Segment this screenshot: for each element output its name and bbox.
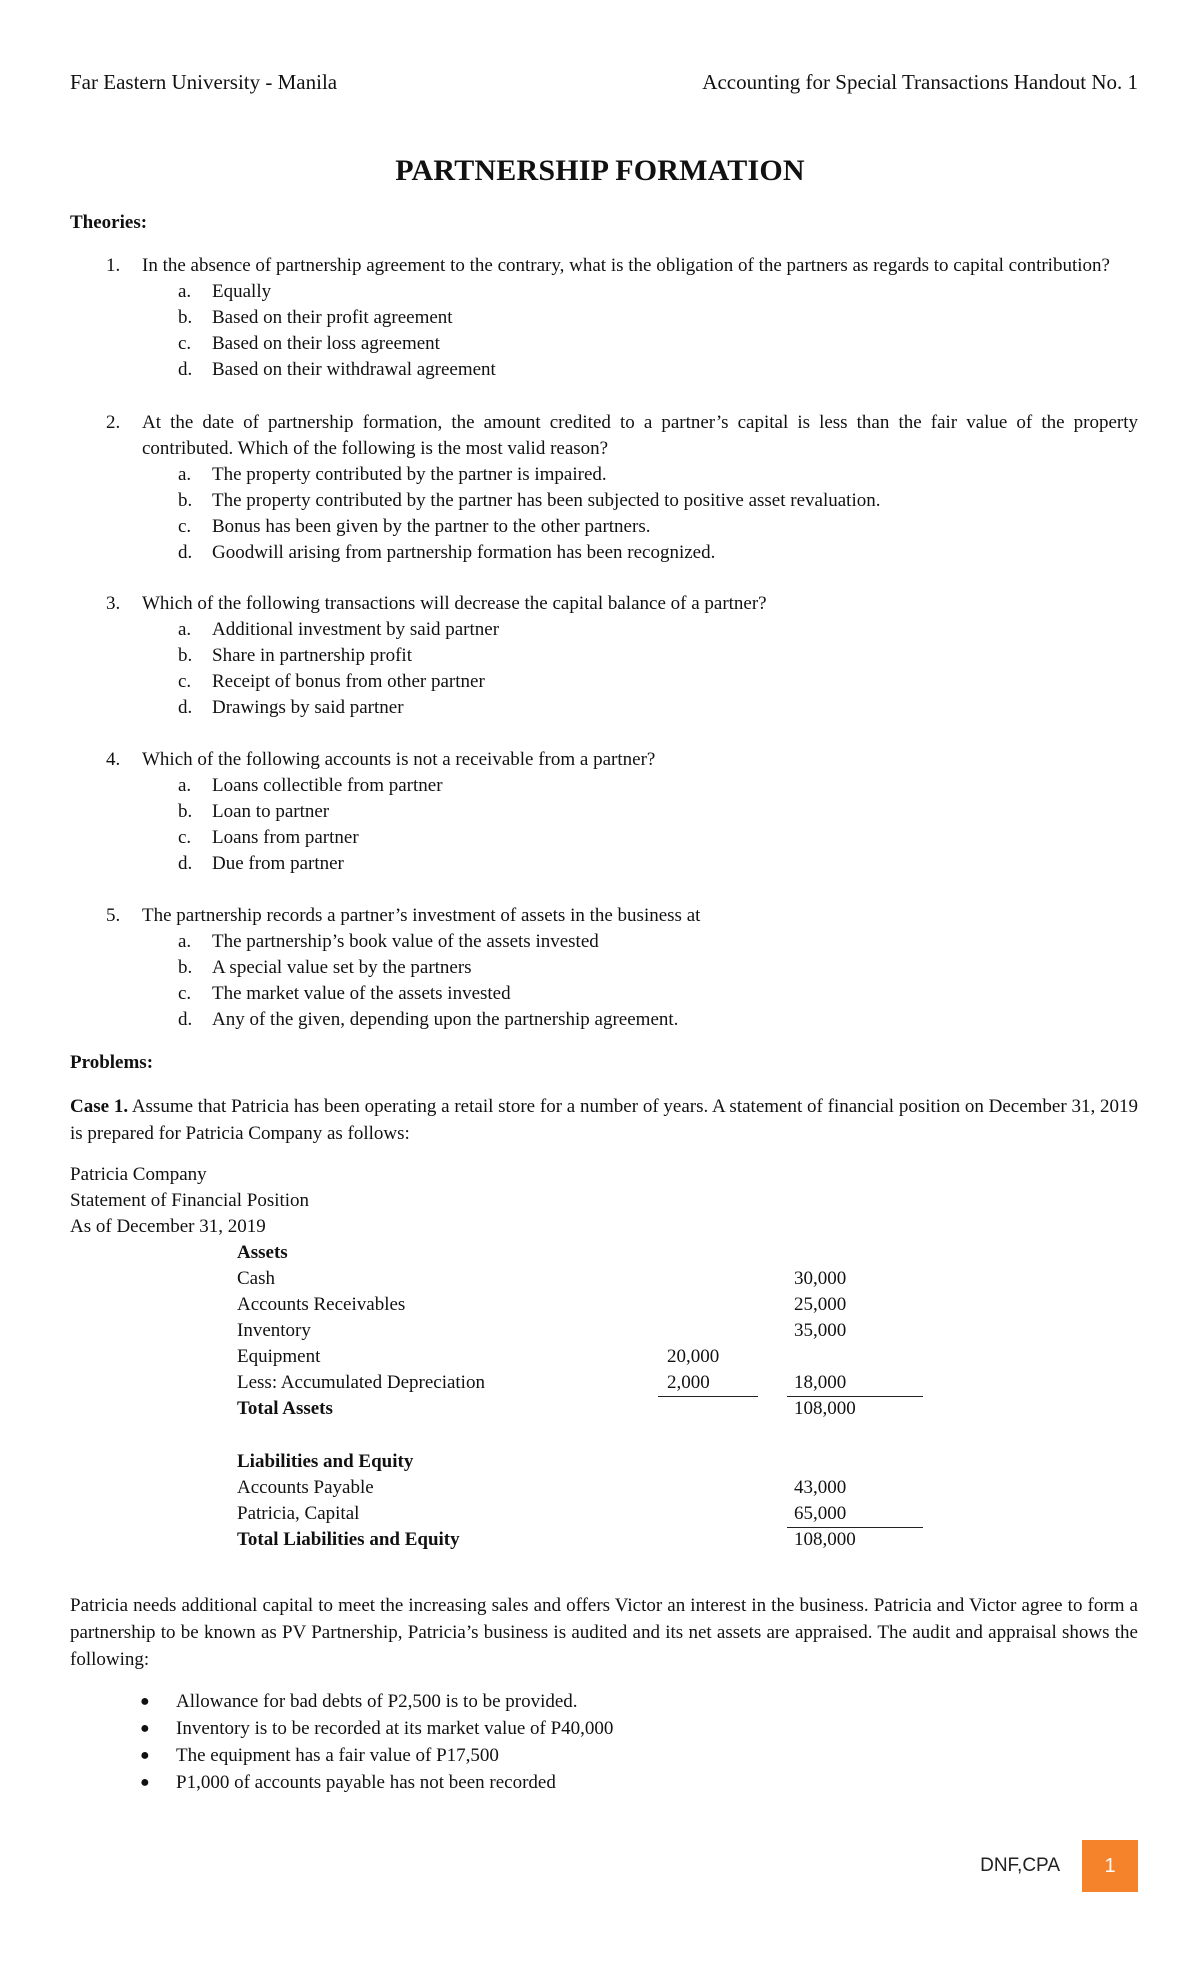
bullet-item bbox=[140, 1742, 499, 1769]
line-label: Accounts Payable bbox=[237, 1477, 374, 1498]
choice-text: Receipt of bonus from other partner bbox=[212, 671, 485, 692]
choice-text: The property contributed by the partner is impaired. bbox=[212, 464, 607, 485]
choice-text: Any of the given, depending upon the partnership agreement. bbox=[212, 1009, 679, 1030]
question-number: 2. bbox=[106, 412, 121, 433]
choice-item bbox=[70, 1007, 1138, 1033]
choice-letter: c. bbox=[178, 333, 192, 354]
line-label: Accounts Receivables bbox=[237, 1294, 406, 1315]
choice-text: Equally bbox=[212, 281, 272, 302]
choice-item bbox=[70, 462, 1138, 488]
choice-list bbox=[70, 773, 1138, 877]
case-1-paragraph bbox=[70, 1093, 1138, 1147]
choice-letter: d. bbox=[178, 359, 193, 380]
choice-text: Due from partner bbox=[212, 853, 344, 874]
choice-item bbox=[70, 799, 1138, 825]
bullet-item bbox=[140, 1715, 614, 1742]
choice-letter: a. bbox=[178, 619, 192, 640]
question-text: In the absence of partnership agreement to the contrary, what is the obligation of the partners as regards to capital contribution? bbox=[142, 255, 1110, 276]
choice-item bbox=[70, 357, 1138, 383]
choice-letter: c. bbox=[178, 671, 192, 692]
choice-text: A special value set by the partners bbox=[212, 957, 472, 978]
bullet-item bbox=[140, 1769, 556, 1796]
choice-text: Drawings by said partner bbox=[212, 697, 404, 718]
choice-item bbox=[70, 955, 1138, 981]
net-amount: 18,000 bbox=[794, 1372, 847, 1393]
inventory-row bbox=[237, 1318, 937, 1344]
choice-letter: c. bbox=[178, 983, 192, 1004]
assets-heading: Assets bbox=[237, 1242, 288, 1263]
question-text: The partnership records a partner’s investment of assets in the business at bbox=[142, 905, 701, 926]
bullet-text: P1,000 of accounts payable has not been recorded bbox=[176, 1772, 556, 1793]
statement-company: Patricia Company bbox=[70, 1164, 207, 1185]
choice-letter: b. bbox=[178, 801, 193, 822]
cash-row bbox=[237, 1266, 937, 1292]
choice-item bbox=[70, 488, 1138, 514]
line-label: Total Liabilities and Equity bbox=[237, 1529, 460, 1550]
choice-item bbox=[70, 279, 1138, 305]
line-amount: 35,000 bbox=[794, 1320, 847, 1341]
line-amount: 43,000 bbox=[794, 1477, 847, 1498]
liabilities-equity-heading: Liabilities and Equity bbox=[237, 1451, 414, 1472]
liabilities-equity-heading-row bbox=[237, 1449, 937, 1475]
choice-text: Based on their withdrawal agreement bbox=[212, 359, 496, 380]
choice-list bbox=[70, 929, 1138, 1033]
choice-letter: d. bbox=[178, 1009, 193, 1030]
bullet-icon: ● bbox=[140, 1720, 150, 1737]
total-assets-row bbox=[237, 1396, 937, 1422]
accounts-payable-row bbox=[237, 1475, 937, 1501]
accumulated-depreciation-row bbox=[237, 1370, 937, 1396]
line-amount: 2,000 bbox=[667, 1372, 710, 1393]
choice-list bbox=[70, 279, 1138, 383]
bullet-icon: ● bbox=[140, 1774, 150, 1791]
choice-letter: d. bbox=[178, 853, 193, 874]
line-label: Total Assets bbox=[237, 1398, 333, 1419]
choice-item bbox=[70, 305, 1138, 331]
choice-letter: a. bbox=[178, 931, 192, 952]
choice-text: The property contributed by the partner has been subjected to positive asset revaluation. bbox=[212, 490, 881, 511]
header-institution: Far Eastern University - Manila bbox=[70, 70, 338, 94]
theories-heading: Theories: bbox=[70, 212, 148, 233]
choice-text: Based on their profit agreement bbox=[212, 307, 453, 328]
choice-letter: a. bbox=[178, 775, 192, 796]
choice-letter: a. bbox=[178, 464, 192, 485]
question-1 bbox=[70, 253, 1138, 383]
document-title: PARTNERSHIP FORMATION bbox=[395, 154, 805, 187]
line-amount: 25,000 bbox=[794, 1294, 847, 1315]
line-amount: 108,000 bbox=[794, 1398, 856, 1419]
problems-heading: Problems: bbox=[70, 1052, 154, 1073]
bullet-icon: ● bbox=[140, 1747, 150, 1764]
assets-heading-row bbox=[237, 1240, 937, 1266]
line-amount: 108,000 bbox=[794, 1529, 856, 1550]
question-4 bbox=[70, 747, 1138, 877]
choice-letter: b. bbox=[178, 490, 193, 511]
choice-item bbox=[70, 825, 1138, 851]
case-1-text: Assume that Patricia has been operating a retail store for a number of years. A statement of financial position on December 31, 2019 is prepared for Patricia Company as follows: bbox=[70, 1096, 1138, 1144]
bullet-text: Inventory is to be recorded at its market value of P40,000 bbox=[176, 1718, 614, 1739]
choice-text: Goodwill arising from partnership formation has been recognized. bbox=[212, 542, 716, 563]
line-amount: 65,000 bbox=[794, 1503, 847, 1524]
line-label: Patricia, Capital bbox=[237, 1503, 360, 1524]
choice-letter: d. bbox=[178, 542, 193, 563]
line-label: Cash bbox=[237, 1268, 275, 1289]
question-5 bbox=[70, 903, 1138, 1033]
line-label: Equipment bbox=[237, 1346, 321, 1367]
line-amount: 30,000 bbox=[794, 1268, 847, 1289]
choice-item bbox=[70, 331, 1138, 357]
choice-item bbox=[70, 643, 1138, 669]
choice-letter: b. bbox=[178, 307, 193, 328]
footer-initials: DNF,CPA bbox=[980, 1855, 1060, 1876]
bullet-icon: ● bbox=[140, 1693, 150, 1710]
choice-item bbox=[70, 695, 1138, 721]
statement-date: As of December 31, 2019 bbox=[70, 1216, 266, 1237]
page-number-badge: 1 bbox=[1082, 1840, 1138, 1892]
choice-letter: d. bbox=[178, 697, 193, 718]
choice-text: Based on their loss agreement bbox=[212, 333, 440, 354]
choice-text: Share in partnership profit bbox=[212, 645, 412, 666]
bullet-text: Allowance for bad debts of P2,500 is to be provided. bbox=[176, 1691, 578, 1712]
question-text: At the date of partnership formation, the amount credited to a partner’s capital is less than the fair value of the property contributed. Which of the following is the most valid reason? bbox=[142, 412, 1138, 459]
choice-item bbox=[70, 514, 1138, 540]
choice-item bbox=[70, 929, 1138, 955]
accounts-receivable-row bbox=[237, 1292, 937, 1318]
choice-item bbox=[70, 617, 1138, 643]
choice-text: The market value of the assets invested bbox=[212, 983, 511, 1004]
question-2 bbox=[70, 410, 1138, 566]
statement-name: Statement of Financial Position bbox=[70, 1190, 310, 1211]
question-number: 5. bbox=[106, 905, 121, 926]
choice-text: Loans collectible from partner bbox=[212, 775, 443, 796]
choice-letter: c. bbox=[178, 827, 192, 848]
question-text: Which of the following accounts is not a receivable from a partner? bbox=[142, 749, 656, 770]
bullet-item bbox=[140, 1688, 578, 1715]
choice-text: Additional investment by said partner bbox=[212, 619, 500, 640]
line-label: Inventory bbox=[237, 1320, 311, 1341]
choice-item bbox=[70, 851, 1138, 877]
bullet-text: The equipment has a fair value of P17,500 bbox=[176, 1745, 499, 1766]
choice-text: Loans from partner bbox=[212, 827, 359, 848]
choice-item bbox=[70, 669, 1138, 695]
choice-item bbox=[70, 773, 1138, 799]
appraisal-paragraph: Patricia needs additional capital to meet the increasing sales and offers Victor an interest in the business. Patricia and Victor agree to form a partnership to be known as PV Partnership, Patricia’s business is audited and its net assets are appraised. The audit and appraisal shows the following: bbox=[70, 1595, 1138, 1670]
question-3 bbox=[70, 591, 1138, 721]
choice-letter: a. bbox=[178, 281, 192, 302]
choice-text: Loan to partner bbox=[212, 801, 330, 822]
header-handout-title: Accounting for Special Transactions Handout No. 1 bbox=[702, 70, 1138, 94]
choice-item bbox=[70, 540, 1138, 566]
case-1-label: Case 1. bbox=[70, 1096, 129, 1117]
line-amount: 20,000 bbox=[667, 1346, 720, 1367]
choice-letter: c. bbox=[178, 516, 192, 537]
question-number: 3. bbox=[106, 593, 121, 614]
choice-text: Bonus has been given by the partner to the other partners. bbox=[212, 516, 651, 537]
choice-text: The partnership’s book value of the assets invested bbox=[212, 931, 599, 952]
question-text: Which of the following transactions will decrease the capital balance of a partner? bbox=[142, 593, 767, 614]
choice-letter: b. bbox=[178, 645, 193, 666]
choice-list bbox=[70, 462, 1138, 566]
choice-letter: b. bbox=[178, 957, 193, 978]
question-number: 1. bbox=[106, 255, 121, 276]
choice-item bbox=[70, 981, 1138, 1007]
equipment-row bbox=[237, 1344, 937, 1370]
line-label: Less: Accumulated Depreciation bbox=[237, 1372, 485, 1393]
capital-row bbox=[237, 1501, 937, 1527]
question-number: 4. bbox=[106, 749, 121, 770]
total-liabilities-equity-row bbox=[237, 1527, 937, 1553]
choice-list bbox=[70, 617, 1138, 721]
